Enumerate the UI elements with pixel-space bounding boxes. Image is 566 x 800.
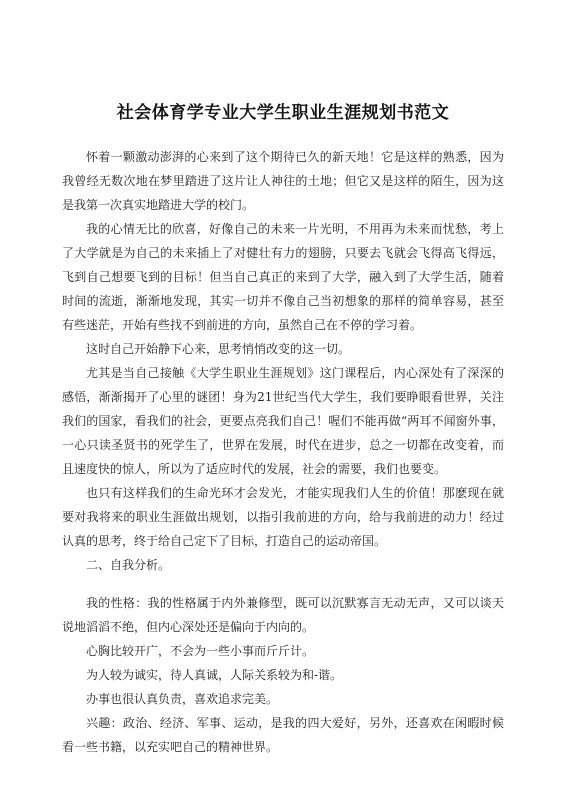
paragraph-feelings: 我的心情无比的欣喜，好像自己的未来一片光明，不用再为未来而忧愁，考上了大学就是为自己的未来插上了对健壮有力的翅膀，只要去飞就会飞得高飞得远，飞到自己想要飞到的目标！但当自己真正的来到了大学，融入到了大学生活，随着时间的流逝，渐渐地发现，其实一切并不像自己当初想象的那样的简单容易，甚至有些迷茫，开始有些找不到前进的方向，虽然自己在不停的学习着。 (62, 222, 504, 332)
paragraph-personality: 我的性格：我的性格属于内外兼修型，既可以沉默寡言无动无声，又可以谈天说地滔滔不绝，但内心深处还是偏向于内向的。 (62, 596, 504, 634)
paragraph-goal: 也只有这样我们的生命光环才会发光，才能实现我们人生的价值！那麽现在就要对我将来的职业生涯做出规划，以指引我前进的方向，给与我前进的动力！经过认真的思考，终于给自己定下了目标，打造自己的运动帝国。 (62, 486, 504, 548)
paragraph-course: 尤其是当自己接触《大学生职业生涯规划》这门课程后，内心深处有了深深的感悟，渐渐揭开了心里的谜团！身为21世纪当代大学生，我们要睁眼看世界，关注我们的国家，看我们的社会，更要点亮我们自己！喔们不能再做“两耳不闻窗外事，一心只读圣贤书的死学生了，世界在发展，时代在进步，总之一切都在改变着，而且速度快的惊人，所以为了适应时代的发展，社会的需要，我们也要变。 (62, 366, 504, 476)
section-heading-self-analysis: 二、自我分析。 (86, 558, 171, 572)
paragraph-mindset: 心胸比较开广，不会为一些小事而斤斤计。 (86, 644, 315, 658)
paragraph-intro: 怀着一颗激动澎湃的心来到了这个期待已久的新天地！它是这样的熟悉，因为我曾经无数次地在梦里踏进了这片让人神往的土地；但它又是这样的陌生，因为这是我第一次真实地踏进大学的校门。 (62, 150, 504, 212)
paragraph-honesty: 为人较为诚实，待人真诚，人际关系较为和-谐。 (86, 668, 343, 682)
paragraph-interests: 兴趣：政治、经济、军事、运动，是我的四大爱好，另外，还喜欢在闲暇时候看一些书籍，以充实吧自己的精神世界。 (62, 716, 504, 754)
document-title: 社会体育学专业大学生职业生涯规划书范文 (116, 103, 450, 123)
section-gap (62, 577, 504, 591)
paragraph-reflection: 这时自己开始静下心来，思考悄悄改变的这一切。 (86, 342, 351, 356)
paragraph-responsibility: 办事也很认真负责，喜欢追求完美。 (86, 692, 279, 706)
